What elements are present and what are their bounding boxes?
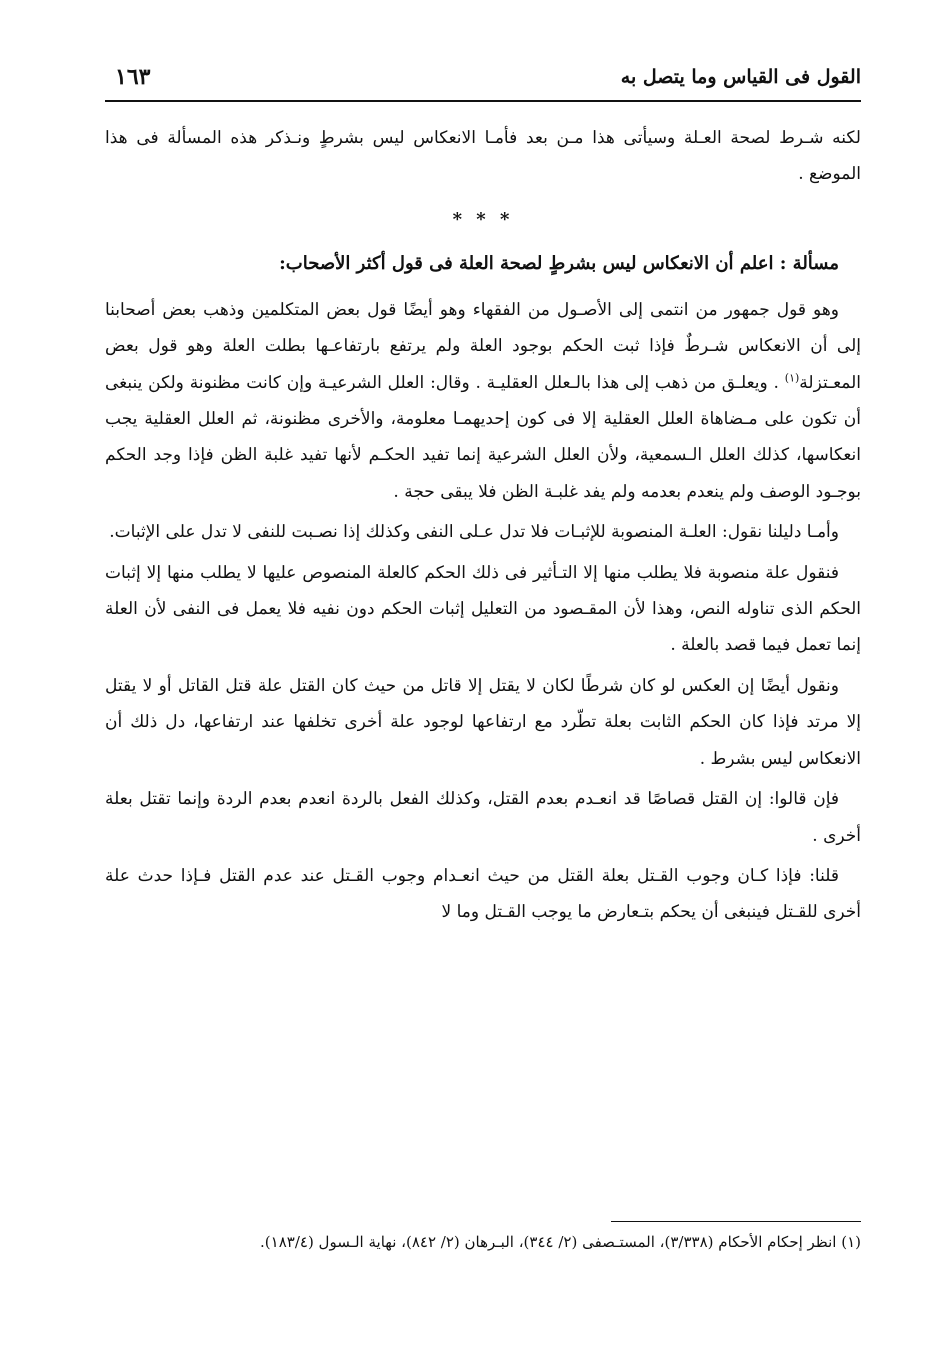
paragraph-objection: فإن قالوا: إن القتل قصاصًا قد انعـدم بعدم القتل، وكذلك الفعل بالردة انعدم بعدم الردة وإنما تقتل بعلة أخرى . <box>105 789 861 846</box>
paragraph-evidence: وأمـا دليلنا نقول: العلـة المنصوبة للإثبـات فلا تدل عـلى النفى وكذلك إذا نصـبت للنفى لا تدل على الإثبات. <box>109 522 839 543</box>
section-separator: * * * <box>452 208 514 230</box>
body-text <box>105 120 861 935</box>
running-title: القول فى القياس وما يتصل به <box>620 66 861 88</box>
paragraph-opinions <box>105 292 861 510</box>
paragraph-argument-2: ونقول أيضًا إن العكس لو كان شرطًا لكان لا يقتل إلا قاتل من حيث كان القتل علة قتل القاتل أو لا يقتل إلا مرتد فإذا كان الحكم الثابت بعلة تطّرد مع ارتفاعها لوجود علة أخرى تخلفها عند ارتفاعها، دل ذلك أن الانعكاس ليس بشرط . <box>105 675 861 769</box>
footnote-rule <box>611 1221 861 1222</box>
header-rule <box>105 100 861 102</box>
paragraph-response: قلنا: فإذا كـان وجوب القـتل بعلة القتل من حيث انعـدام وجوب القـتل عند عدم القتل فـإذا حدث علة أخرى للقـتل فينبغى أن يحكم بتـعارض ما يوجب القـتل وما لا <box>105 865 861 923</box>
paragraph-opinions-part-1: وهو قول جمهور من انتمى إلى الأصـول من الفقهاء وهو أيضًا قول بعض المتكلمين وذهب بعض أصحابنا إلى أن الانعكاس شـرطٌ فإذا ثبت الحكم بوجود العلة ولم يرتفع بارتفاعـها بطلت العلة وهو قول بعض المعـتزلة <box>105 299 861 393</box>
paragraph-argument-1: فنقول علة منصوبة فلا يطلب منها إلا التـأثير فى ذلك الحكم كالعلة المنصوص عليها لا يطلب منها إلا إثبات الحكم الذى تناوله النص، وهذا لأن المقـصود من التعليل إثبات الحكم دون نفيه فلا يعمل فى النفى لأن العلة إنما تعمل فيما قصد بالعلة . <box>105 562 861 656</box>
issue-heading: مسألة : اعلم أن الانعكاس ليس بشرطٍ لصحة العلة فى قول أكثر الأصحاب: <box>279 252 839 274</box>
paragraph-opinions-part-2: . ويعلـق من ذهب إلى هذا بالـعلل العقليـة . وقال: العلل الشرعيـة وإن كانت مظنونة ولكن ينبغى أن تكون على مـضاهاة العلل العقلية إلا فى كون إحديهمـا معلومة، والأخرى مظنونة، ثم العلل العقلية يجب انعكاسها، كذلك العلل الـسمعية، ولأن العلل الشرعية إنما تفيد الحكـم لأنها تفيد غلبة الظن فإذا وجد الحكم بوجـود الوصف ولم ينعدم بعدمه ولم يفد غلبـة الظن فلا يبقى حجة . <box>105 372 861 502</box>
footnote-reference: (١) <box>784 370 800 384</box>
paragraph-intro: لكنه شـرط لصحة العـلة وسيأتى هذا مـن بعد فأمـا الانعكاس ليس بشرطٍ ونـذكر هذه المسألة فى هذا الموضع . <box>105 128 861 185</box>
footnote: (١) انظر إحكام الأحكام (٣/٣٣٨)، المستـصفى (٢/ ٣٤٤)، البـرهان (٢/ ٨٤٢)، نهاية الـسول (١٨٣/٤). <box>260 1233 861 1251</box>
page-number: ١٦٣ <box>115 64 151 90</box>
page-header <box>105 62 861 96</box>
